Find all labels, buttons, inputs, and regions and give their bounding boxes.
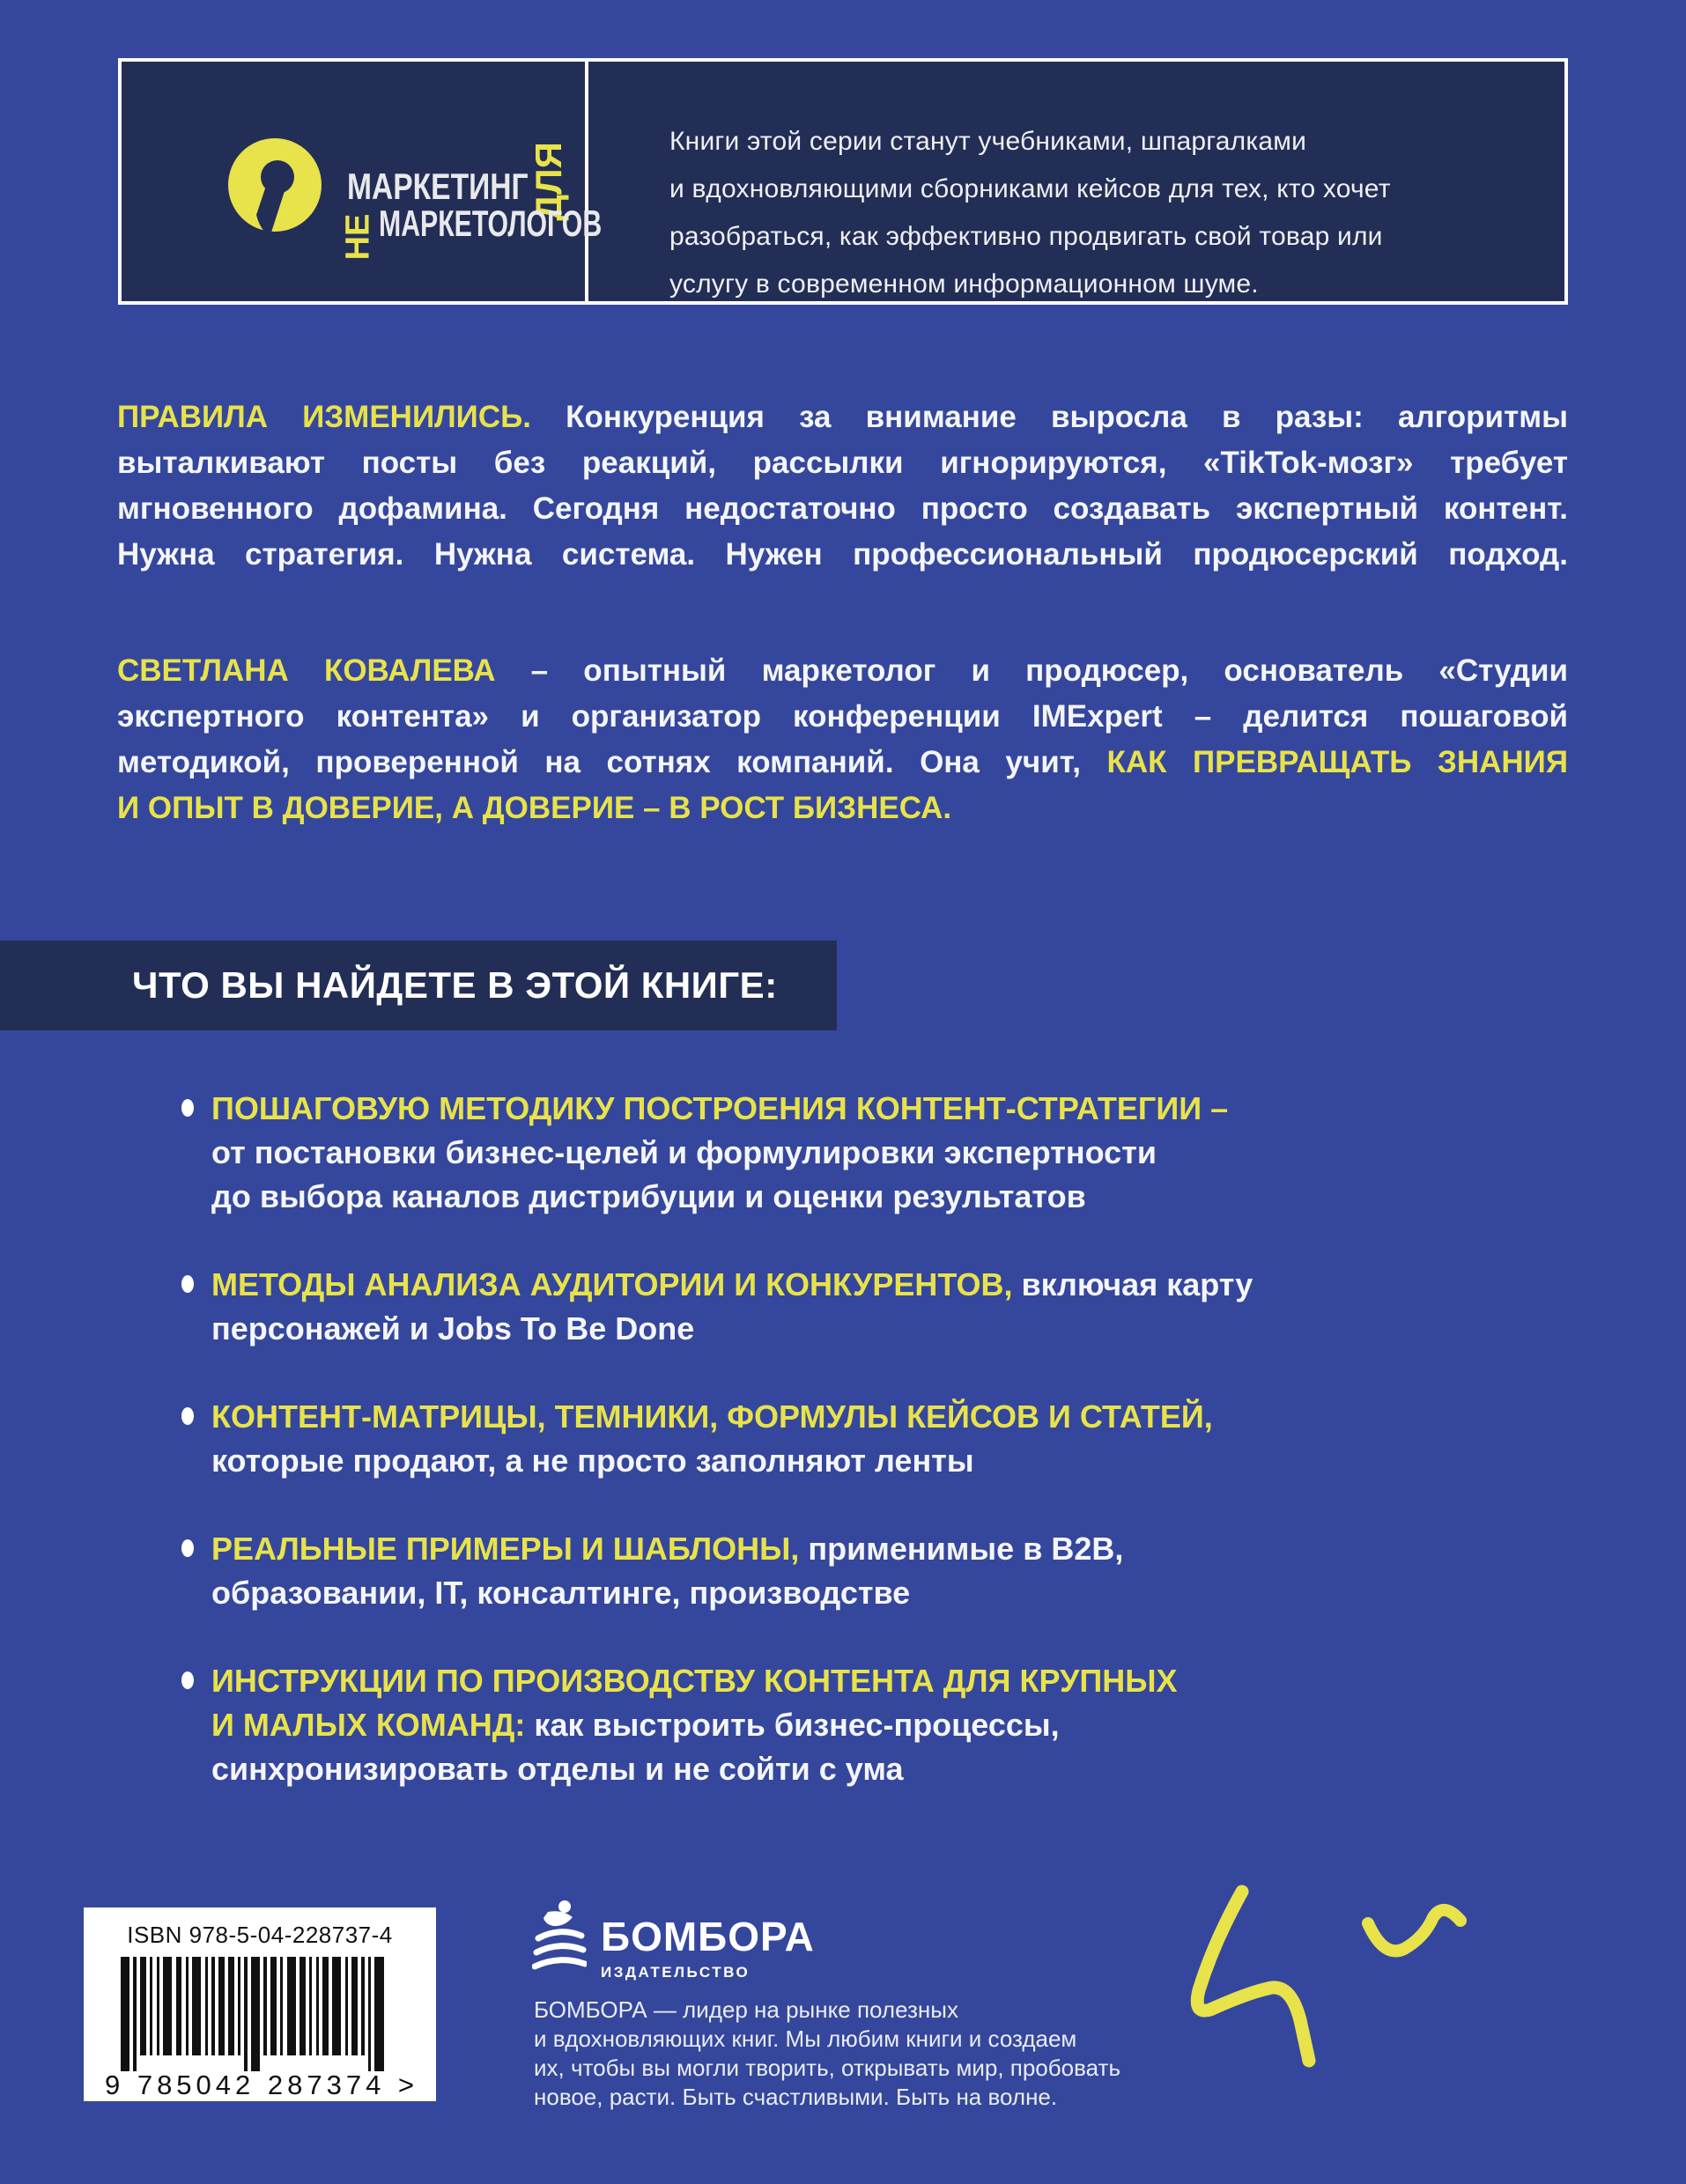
bullet-dot-icon — [181, 1671, 194, 1689]
list-item-text: РЕАЛЬНЫЕ ПРИМЕРЫ И ШАБЛОНЫ, применимые в B2B, образовании, IT, консалтинге, производстве — [211, 1531, 1124, 1611]
logo-word-marketologov: МАРКЕТОЛОГОВ — [379, 203, 603, 244]
barcode-digits — [105, 2070, 418, 2101]
series-banner — [118, 58, 1568, 305]
bullet-dot-icon — [181, 1407, 194, 1425]
contents-heading: ЧТО ВЫ НАЙДЕТЕ В ЭТОЙ КНИГЕ: — [132, 964, 778, 1006]
bullet-dot-icon — [181, 1275, 194, 1293]
barcode-digit-lead: 9 — [105, 2070, 125, 2100]
logo-word-not-vertical: НЕ — [339, 213, 377, 261]
publisher-name: БОМБОРА — [601, 1914, 815, 1959]
contents-heading-band — [0, 941, 837, 1030]
list-item — [211, 1087, 1506, 1219]
isbn-block — [84, 1907, 436, 2101]
list-item-text: ПОШАГОВУЮ МЕТОДИКУ ПОСТРОЕНИЯ КОНТЕНТ-СТРАТЕГИИ – от постановки бизнес-целей и формулировки экспертности до выбора каналов дистрибуции и оценки результатов — [211, 1090, 1229, 1214]
list-item — [211, 1527, 1506, 1615]
findings-list — [211, 1087, 1506, 1835]
list-item — [211, 1263, 1506, 1351]
logo-word-for-vertical: ДЛЯ — [528, 142, 569, 221]
speech-bubble-quote-icon — [226, 137, 324, 240]
isbn-label: ISBN 978-5-04-228737-4 — [127, 1922, 393, 1948]
list-item-text: МЕТОДЫ АНАЛИЗА АУДИТОРИИ И КОНКУРЕНТОВ, включая карту персонажей и Jobs To Be Done — [211, 1266, 1253, 1347]
bullet-dot-icon — [181, 1539, 194, 1557]
series-logo — [122, 62, 603, 301]
publisher-subtitle: ИЗДАТЕЛЬСТВО — [601, 1964, 751, 1981]
barcode-icon — [121, 1957, 394, 2071]
series-description: Книги этой серии станут учебниками, шпаргалками и вдохновляющими сборниками кейсов для тех, кто хочет разобраться, как эффективно продвигать свой товар или услугу в современном информационном шуме. — [669, 127, 1391, 299]
logo-word-marketing: МАРКЕТИНГ — [347, 166, 529, 207]
list-item-text: КОНТЕНТ-МАТРИЦЫ, ТЕМНИКИ, ФОРМУЛЫ КЕЙСОВ И СТАТЕЙ, которые продают, а не просто заполняют ленты — [211, 1398, 1213, 1479]
publisher-logo-block — [532, 1899, 815, 1981]
list-item-text: ИНСТРУКЦИИ ПО ПРОИЗВОДСТВУ КОНТЕНТА ДЛЯ КРУПНЫХ И МАЛЫХ КОМАНД: как выстроить бизнес-процессы, синхронизировать отделы и не сойти с ума — [211, 1663, 1178, 1787]
author-paragraph: СВЕТЛАНА КОВАЛЕВА – опытный маркетолог и продюсер, основатель «Студии экспертного контента» и организатор конференции IMExpert – делится пошаговой методикой, проверенной на сотнях компаний. Она учит, КАК ПРЕВРАЩАТЬ ЗНАНИЯ И ОПЫТ В ДОВЕРИЕ, А ДОВЕРИЕ – В РОСТ БИЗНЕСА. — [117, 653, 1568, 825]
barcode-arrow: > — [397, 2070, 418, 2100]
barcode-digits-right: 287374 — [267, 2070, 386, 2100]
barcode-digits-left: 785042 — [137, 2070, 255, 2100]
bullet-dot-icon — [181, 1099, 194, 1117]
surfer-waves-icon — [532, 1899, 587, 1978]
list-item — [211, 1395, 1506, 1483]
publisher-description: БОМБОРА — лидер на рынке полезных и вдохновляющих книг. Мы любим книги и создаем их, чтобы вы могли творить, открывать мир, пробовать новое, расти. Быть счастливыми. Быть на волне. — [534, 1996, 1120, 2110]
intro-paragraph: ПРАВИЛА ИЗМЕНИЛИСЬ. Конкуренция за внимание выросла в разы: алгоритмы выталкивают посты без реакций, рассылки игнорируются, «TikTok-мозг» требует мгновенного дофамина. Сегодня недостаточно просто создавать экспертный контент. Нужна стратегия. Нужна система. Нужен профессиональный продюсерский подход. — [117, 400, 1568, 572]
list-item — [211, 1659, 1506, 1791]
